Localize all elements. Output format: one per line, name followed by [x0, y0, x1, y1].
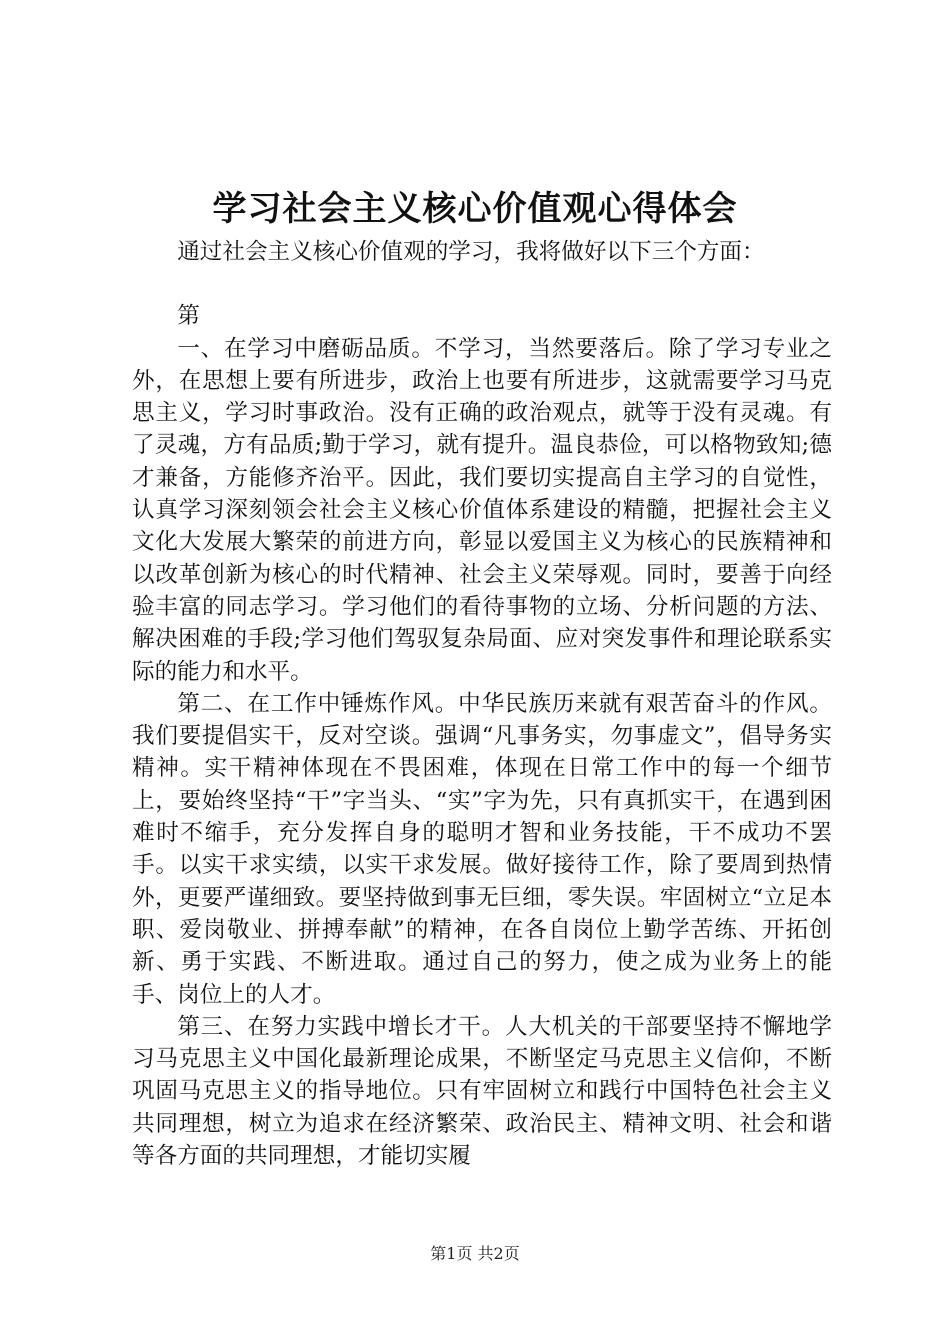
page-footer: 第1页 共2页	[430, 1244, 520, 1263]
document-body	[132, 236, 832, 1172]
document-title: 学习社会主义核心价值观心得体会	[212, 189, 738, 229]
paragraph-one: 一、在学习中磨砺品质。不学习，当然要落后。除了学习专业之外，在思想上要有所进步，政治上也要有所进步，这就需要学习马克思主义，学习时事政治。没有正确的政治观点，就等于没有灵魂。有了灵魂，方有品质;勤于学习，就有提升。温良恭俭，可以格物致知;德才兼备，方能修齐治平。因此，我们要切实提高自主学习的自觉性，认真学习深刻领会社会主义核心价值体系建设的精髓，把握社会主义文化大发展大繁荣的前进方向，彰显以爱国主义为核心的民族精神和以改革创新为核心的时代精神、社会主义荣辱观。同时，要善于向经验丰富的同志学习。学习他们的看待事物的立场、分析问题的方法、解决困难的手段;学习他们驾驭复杂局面、应对突发事件和理论联系实际的能力和水平。	[132, 335, 832, 685]
first-marker: 第	[177, 303, 200, 330]
paragraph-two: 第二、在工作中锤炼作风。中华民族历来就有艰苦奋斗的作风。我们要提倡实干，反对空谈。强调“凡事务实，勿事虚文”，倡导务实精神。实干精神体现在不畏困难，体现在日常工作中的每一个细节上，要始终坚持“干”字当头、“实”字为先，只有真抓实干，在遇到困难时不缩手，充分发挥自身的聪明才智和业务技能，干不成功不罢手。以实干求实绩，以实干求发展。做好接待工作，除了要周到热情外，更要严谨细致。要坚持做到事无巨细，零失误。牢固树立“立足本职、爱岗敬业、拼搏奉献”的精神，在各自岗位上勤学苦练、开拓创新、勇于实践、不断进取。通过自己的努力，使之成为业务上的能手、岗位上的人才。	[132, 690, 832, 1008]
paragraph-three: 第三、在努力实践中增长才干。人大机关的干部要坚持不懈地学习马克思主义中国化最新理论成果，不断坚定马克思主义信仰，不断巩固马克思主义的指导地位。只有牢固树立和践行中国特色社会主义共同理想，树立为追求在经济繁荣、政治民主、精神文明、社会和谐等各方面的共同理想，才能切实履	[132, 1013, 832, 1170]
blank-line	[132, 268, 832, 300]
intro-paragraph: 通过社会主义核心价值观的学习，我将做好以下三个方面：	[177, 239, 765, 265]
